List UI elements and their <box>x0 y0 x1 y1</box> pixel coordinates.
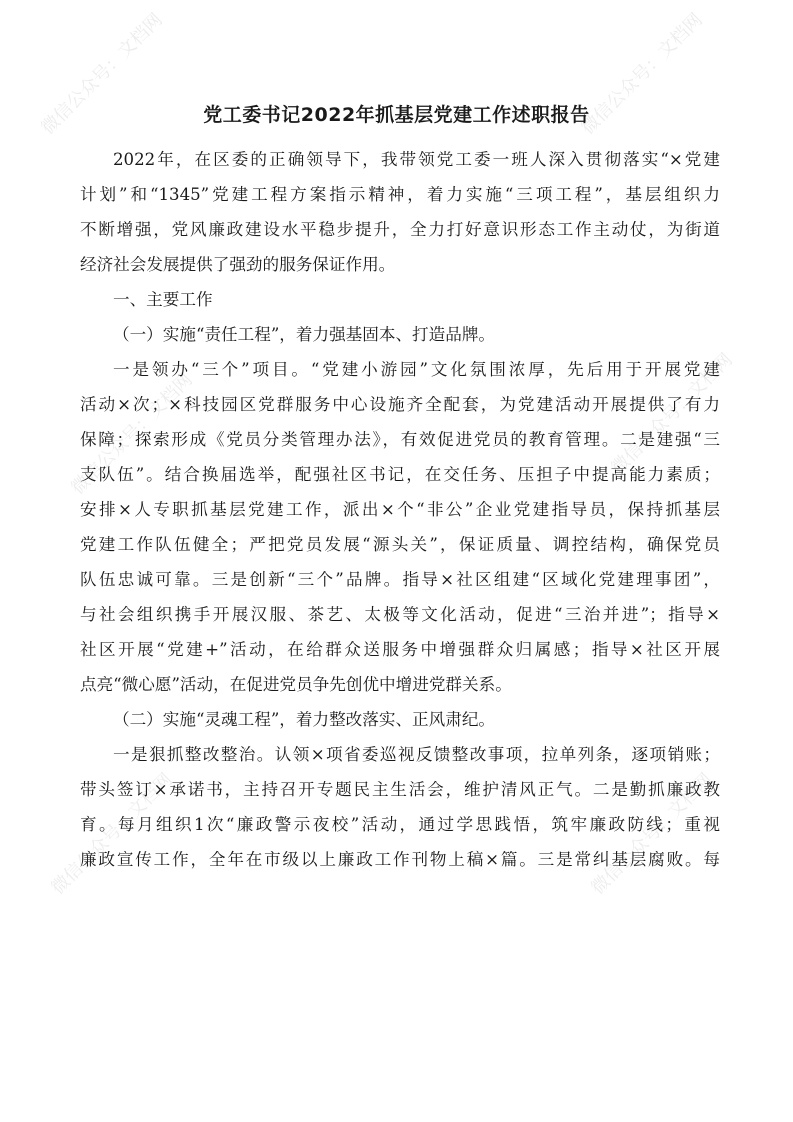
text-line: 不断增强，党风廉政建设水平稳步提升，全力打好意识形态工作主动仗，为街道 <box>80 220 720 239</box>
text-line: （二）实施“灵魂工程”，着力整改落实、正风肃纪。 <box>113 710 496 729</box>
text-line: 点亮“微心愿”活动，在促进党员争先创优中增进党群关系。 <box>80 675 512 694</box>
text-line: 一、主要工作 <box>113 290 213 309</box>
watermark: 微信公众号：文档网 <box>577 9 707 139</box>
text-line: 育。每月组织1次“廉政警示夜校”活动，通过学思践悟，筑牢廉政防线；重视 <box>80 815 720 834</box>
text-line: 一是领办“三个”项目。“党建小游园”文化氛围浓厚，先后用于开展党建 <box>113 360 720 379</box>
text-line: 党建工作队伍健全；严把党员发展“源头关”，保证质量、调控结构，确保党员 <box>80 535 720 554</box>
text-line: 与社会组织携手开展汉服、茶艺、太极等文化活动，促进“三治并进”；指导× <box>80 605 720 624</box>
watermark: 微信公众号：文档网 <box>37 9 167 139</box>
text-line: 带头签订×承诺书，主持召开专题民主生活会，维护清风正气。二是勤抓廉政教 <box>80 780 720 799</box>
text-line: 支队伍”。结合换届选举，配强社区书记，在交任务、压担子中提高能力素质； <box>80 465 720 484</box>
text-line: 计划”和“1345”党建工程方案指示精神，着力实施“三项工程”，基层组织力 <box>80 185 720 204</box>
watermark: 微信公众号：文档网 <box>587 769 717 899</box>
text-line: 2022年，在区委的正确领导下，我带领党工委一班人深入贯彻落实“×党建 <box>113 150 720 169</box>
text-line: 队伍忠诚可靠。三是创新“三个”品牌。指导×社区组建“区域化党建理事团”， <box>80 570 720 589</box>
text-line: （一）实施“责任工程”，着力强基固本、打造品牌。 <box>113 325 496 344</box>
watermark: 微信公众号：文档网 <box>607 349 737 479</box>
text-line: 保障；探索形成《党员分类管理办法》，有效促进党员的教育管理。二是建强“三 <box>80 430 720 449</box>
text-line: 廉政宣传工作，全年在市级以上廉政工作刊物上稿×篇。三是常纠基层腐败。每 <box>80 850 720 869</box>
watermark: 微信公众号：文档网 <box>67 369 197 499</box>
page-title: 党工委书记2022年抓基层党建工作述职报告 <box>203 104 590 126</box>
report-body <box>80 142 720 877</box>
text-line: 经济社会发展提供了强劲的服务保证作用。 <box>80 255 396 274</box>
text-line: 一是狠抓整改整治。认领×项省委巡视反馈整改事项，拉单列条，逐项销账； <box>113 745 720 764</box>
text-line: 活动×次；×科技园区党群服务中心设施齐全配套，为党建活动开展提供了有力 <box>80 395 720 414</box>
watermark: 微信公众号：文档网 <box>47 769 177 899</box>
text-line: 安排×人专职抓基层党建工作，派出×个“非公”企业党建指导员，保持抓基层 <box>80 500 720 519</box>
text-line: 社区开展“党建+”活动，在给群众送服务中增强群众归属感；指导×社区开展 <box>80 640 720 659</box>
